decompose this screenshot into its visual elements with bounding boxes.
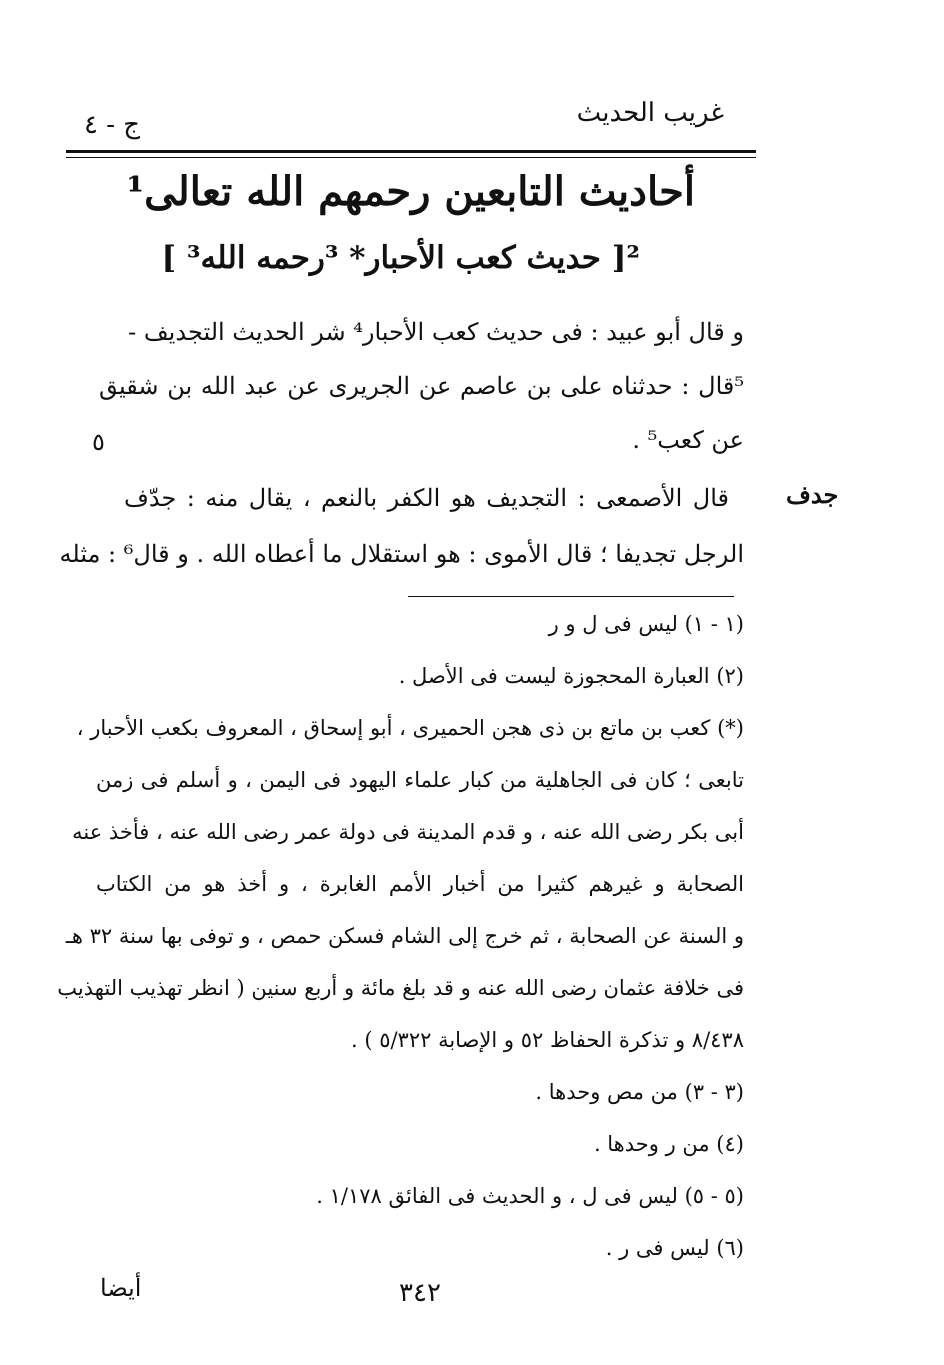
footnote: (٣ - ٣) من مص وحدها .: [535, 1080, 744, 1104]
body-line: عن كعب⁵ .: [632, 426, 744, 454]
page-number: ٣٤٢: [399, 1278, 441, 1308]
volume-number: ج - ٤: [84, 110, 141, 140]
line-number: ٥: [92, 428, 105, 456]
footnote: (٤) من ر وحدها .: [593, 1132, 744, 1156]
body-line: و قال أبو عبيد : فى حديث كعب الأحبار⁴ شر الحديث التجديف -: [128, 318, 744, 346]
footnote: الصحابة و غيرهم كثيرا من أخبار الأمم الغابرة ، و أخذ هو من الكتاب: [96, 872, 744, 896]
footnote: و السنة عن الصحابة ، ثم خرج إلى الشام فسكن حمص ، و توفى بها سنة ٣٢ هـ: [65, 924, 744, 948]
header-rule-thin: [66, 157, 756, 158]
footnote: (٢) العبارة المحجوزة ليست فى الأصل .: [398, 664, 744, 688]
header-rule: [66, 150, 756, 153]
footnote: (*) كعب بن ماتع بن ذى هجن الحميرى ، أبو إسحاق ، المعروف بكعب الأحبار ،: [76, 716, 744, 740]
footnote-rule: [408, 596, 734, 597]
section-title: ²[ حديث كعب الأحبار* ³رحمه الله³ ]: [161, 240, 640, 276]
marginal-keyword: جدف: [786, 480, 839, 509]
body-line: ⁵قال : حدثناه على بن عاصم عن الجريرى عن عبد الله بن شقيق: [99, 372, 744, 400]
running-title: غريب الحديث: [576, 98, 724, 128]
footnote: (٥ - ٥) ليس فى ل ، و الحديث فى الفائق ١/١٧٨ .: [316, 1184, 744, 1208]
footnote: فى خلافة عثمان رضى الله عنه و قد بلغ مائة و أربع سنين ( انظر تهذيب التهذيب: [57, 976, 744, 1000]
footnote: (١ - ١) ليس فى ل و ر: [548, 612, 744, 636]
footnote: (٦) ليس فى ر .: [605, 1236, 744, 1260]
catchword: أيضا: [100, 1274, 142, 1302]
chapter-title: أحاديث التابعين رحمهم الله تعالى¹: [126, 168, 695, 215]
body-line: الرجل تجديفا ؛ قال الأموى : هو استقلال ما أعطاه الله . و قال⁶ : مثله: [59, 540, 744, 568]
footnote: ٨/٤٣٨ و تذكرة الحفاظ ٥٢ و الإصابة ٥/٣٢٢ ) .: [350, 1028, 744, 1052]
footnote: أبى بكر رضى الله عنه ، و قدم المدينة فى دولة عمر رضى الله عنه ، فأخذ عنه: [72, 820, 744, 844]
body-line: قال الأصمعى : التجديف هو الكفر بالنعم ، يقال منه : جدّف: [124, 484, 729, 512]
footnote: تابعى ؛ كان فى الجاهلية من كبار علماء اليهود فى اليمن ، و أسلم فى زمن: [96, 768, 744, 792]
